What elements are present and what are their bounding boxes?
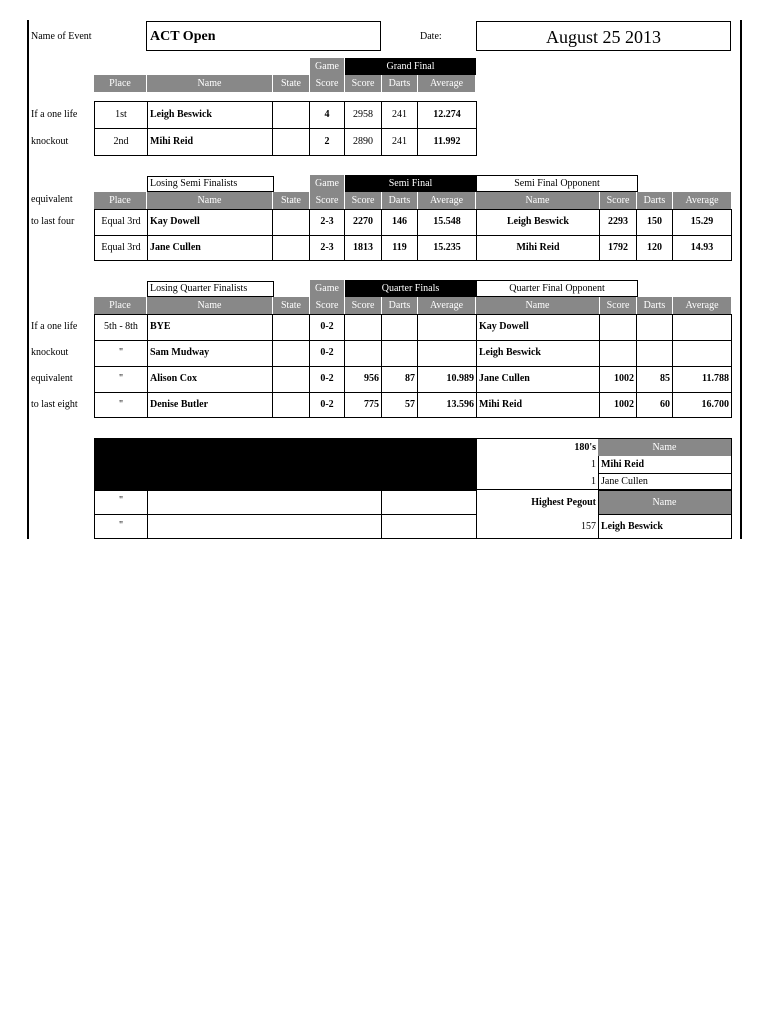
- sf-row1-name: Kay Dowell: [150, 216, 200, 227]
- gf-game-header: Game: [310, 58, 345, 75]
- sf-row2-place: Equal 3rd: [101, 242, 141, 253]
- sf-row2-name: Jane Cullen: [150, 242, 201, 253]
- gf-average-header: Average: [418, 75, 476, 92]
- one80s-row1-name: Mihi Reid: [601, 459, 645, 470]
- sf-losing-title-box: [147, 176, 274, 192]
- gf-score2-header: Score: [345, 75, 382, 92]
- qf-left-label-3: equivalent: [31, 373, 73, 384]
- sf-losing-title: Losing Semi Finalists: [150, 178, 238, 189]
- sf-opp-score-header: Score: [600, 192, 637, 209]
- qf-title: Quarter Finals: [345, 280, 476, 297]
- date-label: Date:: [420, 31, 442, 42]
- qf-average-header: Average: [418, 297, 476, 314]
- qf-state-header: State: [273, 297, 310, 314]
- gf-row1-place: 1st: [115, 109, 127, 120]
- qf-row3-score: 956: [364, 373, 379, 384]
- sf-row1-score: 2270: [353, 216, 373, 227]
- sf-title: Semi Final: [345, 175, 476, 192]
- qf-left-label-2: knockout: [31, 347, 69, 358]
- pegout-name-header: Name: [598, 491, 731, 514]
- one80s-row2-name: Jane Cullen: [601, 476, 648, 487]
- sf-row1-game: 2-3: [320, 216, 334, 227]
- gf-place-header: Place: [94, 75, 147, 92]
- sf-row2-average: 15.235: [433, 242, 461, 253]
- one80s-row1-count: 1: [591, 459, 596, 470]
- qf-row4-place: ": [118, 399, 124, 410]
- gf-name-header: Name: [147, 75, 273, 92]
- qf-score-header: Score: [310, 297, 345, 314]
- event-name-label: Name of Event: [31, 31, 92, 42]
- one80s-label: 180's: [574, 442, 596, 453]
- qf-row2-name: Sam Mudway: [150, 347, 210, 358]
- sf-darts-header: Darts: [382, 192, 418, 209]
- sf-row1-opp-darts: 150: [647, 216, 662, 227]
- qf-row3-opp-score: 1002: [614, 373, 634, 384]
- qf-row3-opp-name: Jane Cullen: [479, 373, 530, 384]
- bottom-rule: [94, 538, 732, 539]
- event-name-field[interactable]: [146, 21, 381, 51]
- qf-row3-game: 0-2: [320, 373, 334, 384]
- sf-average-header: Average: [418, 192, 476, 209]
- qf-opp-darts-header: Darts: [637, 297, 673, 314]
- sf-score2-header: Score: [345, 192, 382, 209]
- sf-opp-average-header: Average: [673, 192, 731, 209]
- sf-game-header: Game: [310, 175, 345, 192]
- qf-row4-opp-darts: 60: [660, 399, 670, 410]
- sf-score-header: Score: [310, 192, 345, 209]
- qf-row3-opp-darts: 85: [660, 373, 670, 384]
- qf-opponent-title: Quarter Final Opponent: [509, 283, 605, 294]
- gf-row1-name: Leigh Beswick: [150, 109, 212, 120]
- sf-left-label-2: to last four: [31, 216, 75, 227]
- qf-name-header: Name: [147, 297, 273, 314]
- qf-score2-header: Score: [345, 297, 382, 314]
- gf-row2-place: 2nd: [113, 136, 129, 147]
- gf-row1-darts: 241: [392, 109, 407, 120]
- sf-row2-darts: 119: [392, 242, 407, 253]
- qf-losing-title: Losing Quarter Finalists: [150, 283, 248, 294]
- qf-opp-name-header: Name: [476, 297, 600, 314]
- event-name-value: ACT Open: [150, 29, 216, 44]
- gf-row2-game: 2: [324, 136, 330, 147]
- qf-row4-opp-score: 1002: [614, 399, 634, 410]
- one80s-name-header: Name: [598, 439, 731, 456]
- pegout-value: 157: [581, 521, 596, 532]
- qf-row3-darts: 87: [405, 373, 415, 384]
- qf-left-label-1: If a one life: [31, 321, 78, 332]
- qf-game-header: Game: [310, 280, 345, 297]
- gf-left-label-2: knockout: [31, 136, 69, 147]
- sf-row1-opp-score: 2293: [608, 216, 628, 227]
- sf-state-header: State: [273, 192, 310, 209]
- qf-row4-average: 13.596: [446, 399, 474, 410]
- sf-left-label-1: equivalent: [31, 194, 73, 205]
- extra-row2-ditto: ": [118, 520, 124, 531]
- black-banner: [94, 438, 477, 490]
- sf-row2-opp-darts: 120: [647, 242, 662, 253]
- qf-row4-darts: 57: [405, 399, 415, 410]
- gf-row1-score: 2958: [353, 109, 373, 120]
- qf-row2-place: ": [118, 347, 124, 358]
- qf-row2-game: 0-2: [320, 347, 334, 358]
- page-right-border: [740, 20, 742, 539]
- qf-row3-place: ": [118, 373, 124, 384]
- sf-row2-game: 2-3: [320, 242, 334, 253]
- one80s-row2-count: 1: [591, 476, 596, 487]
- qf-row4-name: Denise Butler: [150, 399, 209, 410]
- date-field[interactable]: [476, 21, 731, 51]
- gf-score-header: Score: [310, 75, 345, 92]
- qf-row3-name: Alison Cox: [150, 373, 197, 384]
- qf-row4-opp-average: 16.700: [701, 399, 729, 410]
- sf-name-header: Name: [147, 192, 273, 209]
- pegout-name: Leigh Beswick: [601, 521, 663, 532]
- sf-row2-opp-name: Mihi Reid: [516, 242, 560, 253]
- page-left-border: [27, 20, 29, 539]
- gf-row2-name: Mihi Reid: [150, 136, 194, 147]
- qf-row4-game: 0-2: [320, 399, 334, 410]
- gf-row2-average: 11.992: [433, 136, 461, 147]
- sf-row2-opp-average: 14.93: [690, 242, 714, 253]
- qf-darts-header: Darts: [382, 297, 418, 314]
- qf-losing-title-box: [147, 281, 274, 297]
- qf-left-label-4: to last eight: [31, 399, 78, 410]
- qf-opp-average-header: Average: [673, 297, 731, 314]
- qf-row3-opp-average: 11.788: [702, 373, 729, 384]
- qf-opp-score-header: Score: [600, 297, 637, 314]
- date-value: August 25 2013: [545, 27, 661, 47]
- sf-row1-average: 15.548: [433, 216, 461, 227]
- qf-place-header: Place: [94, 297, 147, 314]
- highest-pegout-label: Highest Pegout: [531, 497, 596, 508]
- qf-row1-place: 5th - 8th: [104, 321, 138, 332]
- gf-title: Grand Final: [345, 58, 476, 75]
- gf-row1-game: 4: [324, 109, 330, 120]
- qf-row4-score: 775: [364, 399, 379, 410]
- sf-row1-opp-average: 15.29: [690, 216, 714, 227]
- sf-opponent-title: Semi Final Opponent: [514, 178, 600, 189]
- gf-row1-average: 12.274: [433, 109, 461, 120]
- extra-row1-ditto: ": [118, 495, 124, 506]
- sf-place-header: Place: [94, 192, 147, 209]
- sf-row1-opp-name: Leigh Beswick: [507, 216, 569, 227]
- gf-state-header: State: [273, 75, 310, 92]
- sf-row2-opp-score: 1792: [608, 242, 628, 253]
- gf-darts-header: Darts: [382, 75, 418, 92]
- gf-left-label-1: If a one life: [31, 109, 78, 120]
- sf-row1-place: Equal 3rd: [101, 216, 141, 227]
- sf-opp-name-header: Name: [476, 192, 600, 209]
- qf-opponent-title-box: [476, 280, 638, 297]
- gf-row2-darts: 241: [392, 136, 407, 147]
- sf-row1-darts: 146: [392, 216, 407, 227]
- sf-opponent-title-box: [476, 175, 638, 192]
- qf-row2-opp-name: Leigh Beswick: [479, 347, 541, 358]
- qf-row4-opp-name: Mihi Reid: [479, 399, 523, 410]
- sf-row2-score: 1813: [353, 242, 373, 253]
- qf-row1-name: BYE: [150, 321, 171, 332]
- sf-opp-darts-header: Darts: [637, 192, 673, 209]
- gf-row2-score: 2890: [353, 136, 373, 147]
- qf-row1-game: 0-2: [320, 321, 334, 332]
- qf-row3-average: 10.989: [446, 373, 474, 384]
- qf-row1-opp-name: Kay Dowell: [479, 321, 529, 332]
